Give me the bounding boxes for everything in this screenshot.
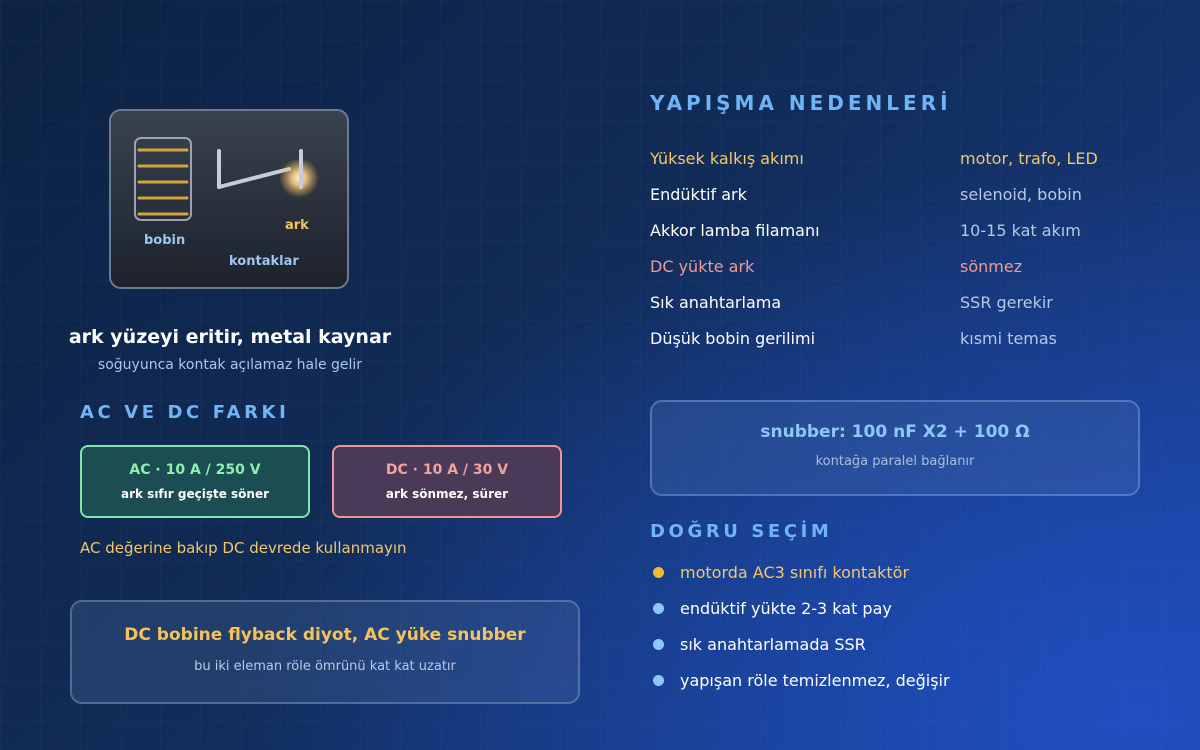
choice-item	[650, 599, 1150, 635]
illustration-subcaption: soğuyunca kontak açılamaz hale gelir	[97, 357, 363, 373]
contact-arm	[219, 151, 289, 187]
cause-name: Akkor lamba filamanı	[650, 221, 820, 240]
cause-row	[650, 293, 1150, 329]
cause-value: 10-15 kat akım	[960, 221, 1081, 240]
bullet-dot-icon	[653, 675, 664, 686]
acdc-warning: AC değerine bakıp DC devrede kullanmayın	[80, 539, 407, 557]
choice-item	[650, 671, 1150, 707]
snubber-box	[650, 400, 1140, 496]
dc-rating-note: ark sönmez, sürer	[385, 487, 509, 501]
choices-title: DOĞRU SEÇİM	[650, 521, 833, 542]
choice-item	[650, 635, 1150, 671]
protection-title: DC bobine flyback diyot, AC yüke snubber	[124, 625, 526, 645]
choice-text: yapışan röle temizlenmez, değişir	[680, 671, 950, 690]
bullet-dot-icon	[653, 639, 664, 650]
ac-rating-head: AC · 10 A / 250 V	[129, 462, 261, 478]
cause-row	[650, 149, 1150, 185]
ac-rating-box	[80, 445, 310, 518]
cause-value: motor, trafo, LED	[960, 149, 1098, 168]
causes-title: YAPIŞMA NEDENLERİ	[650, 91, 952, 115]
causes-table	[650, 149, 1150, 365]
choice-text: sık anahtarlamada SSR	[680, 635, 866, 654]
choices-list	[650, 563, 1150, 707]
snubber-subtitle: kontağa paralel bağlanır	[815, 454, 975, 469]
cause-name: Düşük bobin gerilimi	[650, 329, 816, 348]
cause-value: sönmez	[960, 257, 1023, 276]
coil-windings	[139, 150, 187, 214]
snubber-title: snubber: 100 nF X2 + 100 Ω	[760, 422, 1030, 442]
bullet-dot-icon	[653, 567, 664, 578]
acdc-title: AC VE DC FARKI	[80, 402, 290, 423]
ac-rating-note: ark sıfır geçişte söner	[121, 487, 269, 501]
arc-label: ark	[285, 218, 309, 233]
coil-label: bobin	[144, 233, 186, 248]
cause-row	[650, 185, 1150, 221]
cause-value: SSR gerekir	[960, 293, 1053, 312]
relay-illustration	[109, 109, 349, 289]
dc-rating-box	[332, 445, 562, 518]
protection-subtitle: bu iki eleman röle ömrünü kat kat uzatır	[194, 659, 456, 674]
cause-value: kısmi temas	[960, 329, 1058, 348]
bullet-dot-icon	[653, 603, 664, 614]
choice-item	[650, 563, 1150, 599]
cause-name: Endüktif ark	[650, 185, 747, 204]
choice-text: endüktif yükte 2-3 kat pay	[680, 599, 892, 618]
cause-name: Yüksek kalkış akımı	[650, 149, 804, 168]
cause-value: selenoid, bobin	[960, 185, 1082, 204]
choice-text: motorda AC3 sınıfı kontaktör	[680, 563, 910, 582]
contacts-label: kontaklar	[229, 254, 299, 269]
dc-rating-head: DC · 10 A / 30 V	[385, 462, 509, 478]
protection-box	[70, 600, 580, 704]
cause-row	[650, 329, 1150, 365]
cause-name: Sık anahtarlama	[650, 293, 782, 312]
cause-name: DC yükte ark	[650, 257, 755, 276]
illustration-caption: ark yüzeyi eritir, metal kaynar	[68, 326, 392, 348]
cause-row	[650, 221, 1150, 257]
cause-row	[650, 257, 1150, 293]
